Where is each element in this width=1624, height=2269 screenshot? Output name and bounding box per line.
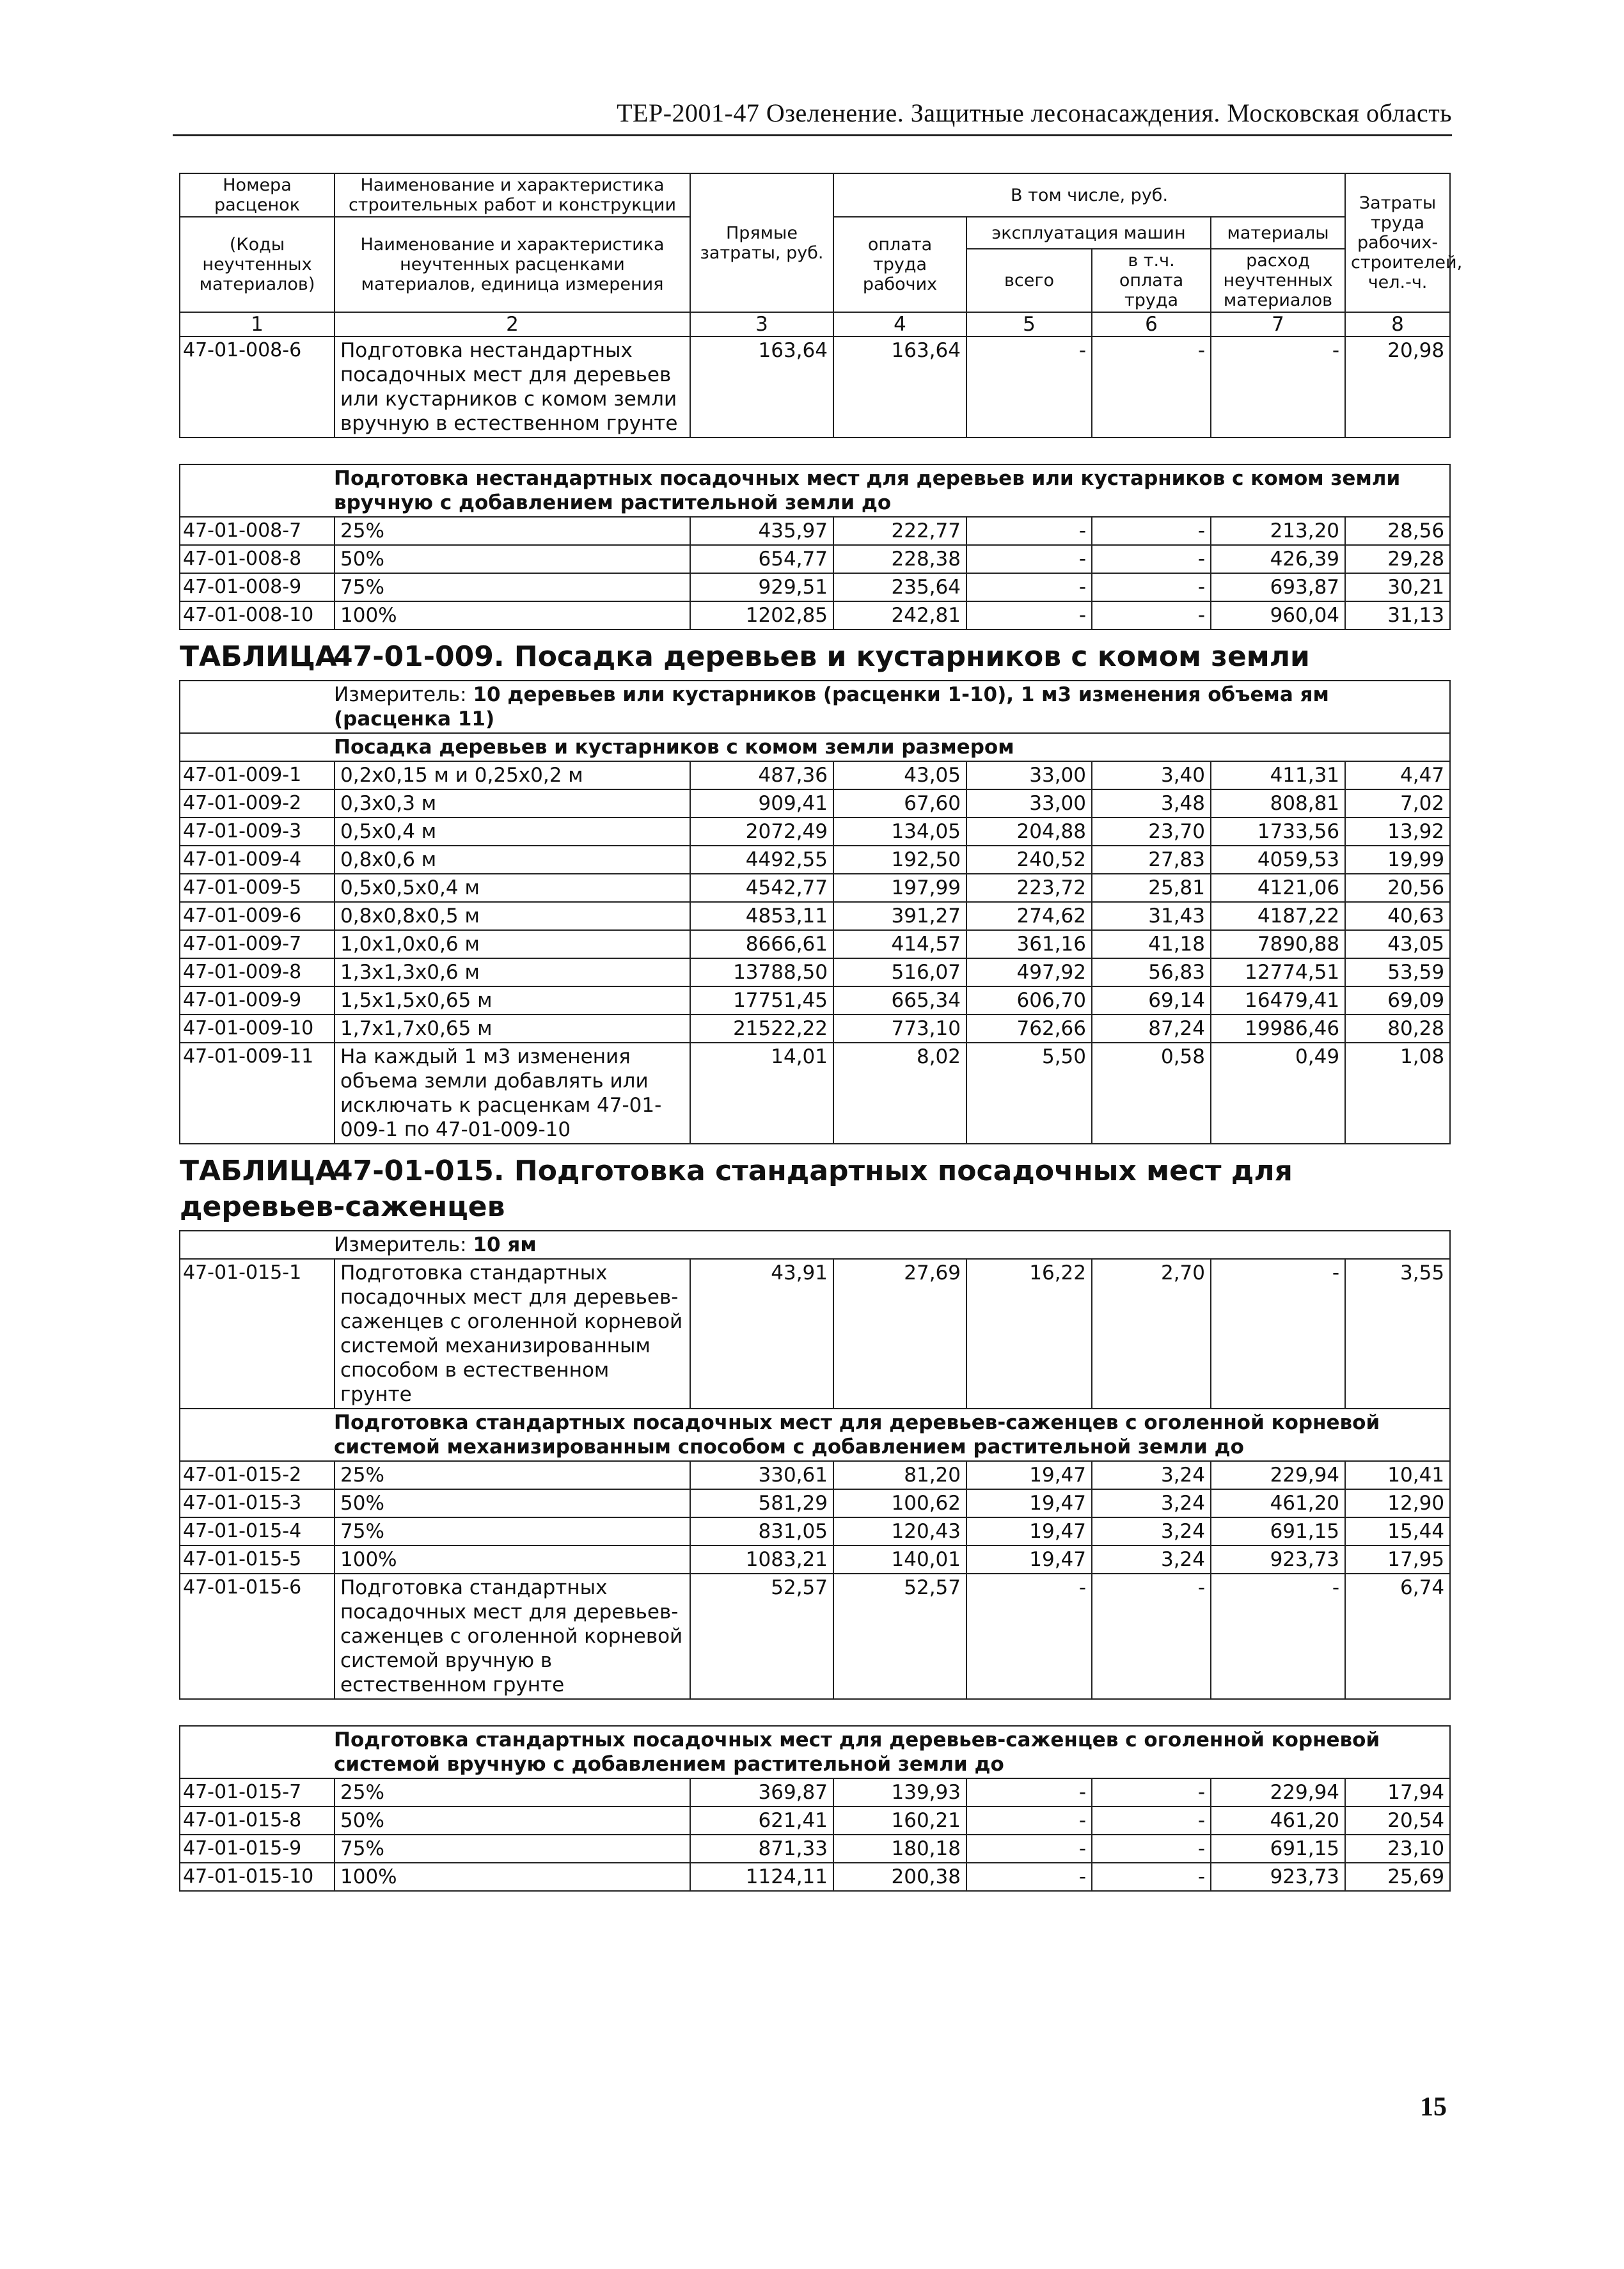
machines-cost: 16,22 [966, 1259, 1092, 1409]
work-name: 1,5х1,5х0,65 м [335, 986, 690, 1015]
table-row [180, 930, 1450, 958]
materials-cost: 16479,41 [1211, 986, 1345, 1015]
labor-cost: 13,92 [1345, 818, 1450, 846]
machines-cost: 33,00 [966, 789, 1092, 818]
table-row [180, 1778, 1450, 1807]
wages-cost: 27,69 [833, 1259, 966, 1409]
labor-cost: 17,94 [1345, 1778, 1450, 1807]
wages-cost: 160,21 [833, 1807, 966, 1835]
materials-cost: 960,04 [1211, 601, 1345, 629]
labor-cost: 29,28 [1345, 545, 1450, 573]
table-row [180, 1043, 1450, 1144]
section-heading-row [180, 1726, 1450, 1778]
measure-cell [180, 681, 1450, 733]
machines-wages: - [1092, 1778, 1211, 1807]
spacer [180, 1699, 1450, 1726]
table-row [180, 1015, 1450, 1043]
col-code-header: Номера расценок [180, 173, 335, 217]
work-name: 75% [335, 1835, 690, 1863]
rate-code: 47-01-009-6 [180, 902, 335, 930]
direct-cost: 4542,77 [690, 874, 833, 902]
machines-wages: 0,58 [1092, 1043, 1211, 1144]
direct-cost: 2072,49 [690, 818, 833, 846]
spacer [180, 438, 1450, 464]
machines-cost: 223,72 [966, 874, 1092, 902]
table-row [180, 1489, 1450, 1517]
work-name: Подготовка нестандартных посадочных мест для деревьев или кустарников с комом земли вручную в естественном грунте [335, 336, 690, 438]
section-heading-row [180, 464, 1450, 517]
direct-cost: 909,41 [690, 789, 833, 818]
work-name: 100% [335, 601, 690, 629]
labor-cost: 12,90 [1345, 1489, 1450, 1517]
direct-cost: 8666,61 [690, 930, 833, 958]
machines-cost: 204,88 [966, 818, 1092, 846]
direct-cost: 1083,21 [690, 1546, 833, 1574]
machines-wages: - [1092, 1807, 1211, 1835]
machines-cost: - [966, 1863, 1092, 1891]
direct-cost: 831,05 [690, 1517, 833, 1546]
rate-code: 47-01-015-1 [180, 1259, 335, 1409]
labor-cost: 31,13 [1345, 601, 1450, 629]
wages-cost: 67,60 [833, 789, 966, 818]
section-heading: Подготовка стандартных посадочных мест для деревьев-саженцев с оголенной корневой системой вручную с добавлением растительной земли до [180, 1726, 1450, 1778]
work-name: 0,8х0,8х0,5 м [335, 902, 690, 930]
machines-cost: - [966, 545, 1092, 573]
materials-cost: 923,73 [1211, 1546, 1345, 1574]
direct-cost: 330,61 [690, 1461, 833, 1489]
wages-cost: 180,18 [833, 1835, 966, 1863]
labor-cost: 6,74 [1345, 1574, 1450, 1699]
labor-cost: 20,98 [1345, 336, 1450, 438]
table-row [180, 789, 1450, 818]
work-name: 100% [335, 1863, 690, 1891]
rate-code: 47-01-015-5 [180, 1546, 335, 1574]
measure-value: 10 деревьев или кустарников (расценки 1-10), 1 м3 изменения объема ям (расценка 11) [334, 683, 1329, 731]
direct-cost: 929,51 [690, 573, 833, 601]
rate-code: 47-01-009-2 [180, 789, 335, 818]
table-caption: 47-01-015. Подготовка стандартных посадочных мест для деревьев-саженцев [180, 1155, 1293, 1223]
machines-cost: 240,52 [966, 846, 1092, 874]
col-name-sub-header: Наименование и характеристика неучтенных расценками материалов, единица измерения [335, 217, 690, 312]
machines-cost: 762,66 [966, 1015, 1092, 1043]
work-name: 50% [335, 545, 690, 573]
col-machines-header: эксплуатация машин [966, 217, 1211, 249]
wages-cost: 52,57 [833, 1574, 966, 1699]
materials-cost: 461,20 [1211, 1489, 1345, 1517]
col-code-sub-header: (Коды неучтенных материалов) [180, 217, 335, 312]
rate-code: 47-01-015-10 [180, 1863, 335, 1891]
machines-cost: - [966, 517, 1092, 545]
wages-cost: 163,64 [833, 336, 966, 438]
labor-cost: 3,55 [1345, 1259, 1450, 1409]
col-direct-header: Прямые затраты, руб. [690, 173, 833, 312]
table-label: ТАБЛИЦА [180, 640, 337, 673]
col-wages-header: оплата труда рабочих [833, 217, 966, 312]
materials-cost: 923,73 [1211, 1863, 1345, 1891]
machines-cost: 5,50 [966, 1043, 1092, 1144]
col-name-header: Наименование и характеристика строительных работ и конструкции [335, 173, 690, 217]
col-machines-wages-header: в т.ч. оплата труда [1092, 249, 1211, 312]
work-name: 0,2х0,15 м и 0,25х0,2 м [335, 761, 690, 789]
machines-wages: 3,24 [1092, 1461, 1211, 1489]
rate-code: 47-01-009-9 [180, 986, 335, 1015]
materials-cost: 4059,53 [1211, 846, 1345, 874]
table-label: ТАБЛИЦА [180, 1155, 337, 1187]
section-heading: Посадка деревьев и кустарников с комом земли размером [180, 733, 1450, 761]
table-row [180, 573, 1450, 601]
machines-wages: 56,83 [1092, 958, 1211, 986]
table-title-row [180, 629, 1450, 681]
work-name: 0,3х0,3 м [335, 789, 690, 818]
wages-cost: 414,57 [833, 930, 966, 958]
direct-cost: 14,01 [690, 1043, 833, 1144]
direct-cost: 581,29 [690, 1489, 833, 1517]
table-row [180, 336, 1450, 438]
rate-code: 47-01-015-4 [180, 1517, 335, 1546]
work-name: 25% [335, 517, 690, 545]
machines-cost: 19,47 [966, 1517, 1092, 1546]
wages-cost: 665,34 [833, 986, 966, 1015]
materials-cost: 411,31 [1211, 761, 1345, 789]
direct-cost: 17751,45 [690, 986, 833, 1015]
direct-cost: 435,97 [690, 517, 833, 545]
direct-cost: 13788,50 [690, 958, 833, 986]
wages-cost: 134,05 [833, 818, 966, 846]
table-row [180, 1807, 1450, 1835]
table-row [180, 1863, 1450, 1891]
materials-cost: 691,15 [1211, 1517, 1345, 1546]
machines-cost: 19,47 [966, 1489, 1092, 1517]
wages-cost: 242,81 [833, 601, 966, 629]
materials-cost: 229,94 [1211, 1461, 1345, 1489]
header-row-1 [180, 173, 1450, 217]
work-name: 0,8х0,6 м [335, 846, 690, 874]
direct-cost: 1202,85 [690, 601, 833, 629]
direct-cost: 43,91 [690, 1259, 833, 1409]
direct-cost: 4853,11 [690, 902, 833, 930]
table-row [180, 1835, 1450, 1863]
wages-cost: 235,64 [833, 573, 966, 601]
labor-cost: 7,02 [1345, 789, 1450, 818]
machines-cost: 33,00 [966, 761, 1092, 789]
labor-cost: 17,95 [1345, 1546, 1450, 1574]
table-row [180, 958, 1450, 986]
work-name: 50% [335, 1807, 690, 1835]
work-name: 0,5х0,5х0,4 м [335, 874, 690, 902]
work-name: Подготовка стандартных посадочных мест для деревьев-саженцев с оголенной корневой системой механизированным способом в естественном грунте [335, 1259, 690, 1409]
machines-cost: - [966, 1574, 1092, 1699]
work-name: 75% [335, 1517, 690, 1546]
table-row [180, 1517, 1450, 1546]
rate-code: 47-01-008-7 [180, 517, 335, 545]
measure-row [180, 681, 1450, 733]
rate-code: 47-01-015-6 [180, 1574, 335, 1699]
labor-cost: 69,09 [1345, 986, 1450, 1015]
materials-cost: 691,15 [1211, 1835, 1345, 1863]
rate-code: 47-01-008-8 [180, 545, 335, 573]
machines-wages: - [1092, 1574, 1211, 1699]
rate-code: 47-01-008-10 [180, 601, 335, 629]
labor-cost: 80,28 [1345, 1015, 1450, 1043]
labor-cost: 30,21 [1345, 573, 1450, 601]
rates-table [179, 173, 1463, 1892]
measure-value: 10 ям [473, 1233, 537, 1256]
machines-wages: 87,24 [1092, 1015, 1211, 1043]
col-index: 7 [1211, 312, 1345, 336]
rate-code: 47-01-015-3 [180, 1489, 335, 1517]
materials-cost: 808,81 [1211, 789, 1345, 818]
measure-label: Измеритель: [334, 1233, 467, 1256]
spacer-row [180, 1699, 1450, 1726]
col-index: 4 [833, 312, 966, 336]
machines-wages: 3,24 [1092, 1517, 1211, 1546]
table-row [180, 517, 1450, 545]
work-name: 1,3х1,3х0,6 м [335, 958, 690, 986]
machines-wages: 3,40 [1092, 761, 1211, 789]
labor-cost: 19,99 [1345, 846, 1450, 874]
labor-cost: 15,44 [1345, 1517, 1450, 1546]
direct-cost: 163,64 [690, 336, 833, 438]
table-title [180, 1153, 1450, 1225]
machines-wages: 25,81 [1092, 874, 1211, 902]
table-caption: 47-01-009. Посадка деревьев и кустарников с комом земли [333, 640, 1310, 673]
table-title [180, 639, 1450, 675]
machines-cost: - [966, 1835, 1092, 1863]
table-row [180, 986, 1450, 1015]
labor-cost: 4,47 [1345, 761, 1450, 789]
measure-row [180, 1231, 1450, 1259]
machines-wages: 69,14 [1092, 986, 1211, 1015]
machines-wages: 31,43 [1092, 902, 1211, 930]
machines-wages: - [1092, 545, 1211, 573]
wages-cost: 773,10 [833, 1015, 966, 1043]
wages-cost: 516,07 [833, 958, 966, 986]
rate-code: 47-01-015-8 [180, 1807, 335, 1835]
wages-cost: 391,27 [833, 902, 966, 930]
wages-cost: 100,62 [833, 1489, 966, 1517]
col-materials-sub-header: расход неучтенных материалов [1211, 249, 1345, 312]
labor-cost: 23,10 [1345, 1835, 1450, 1863]
table-row [180, 1461, 1450, 1489]
rate-code: 47-01-009-10 [180, 1015, 335, 1043]
materials-cost: 1733,56 [1211, 818, 1345, 846]
machines-cost: - [966, 573, 1092, 601]
materials-cost: 4187,22 [1211, 902, 1345, 930]
work-name: 25% [335, 1461, 690, 1489]
work-name: 1,7х1,7х0,65 м [335, 1015, 690, 1043]
materials-cost: 693,87 [1211, 573, 1345, 601]
table-row [180, 902, 1450, 930]
machines-cost: - [966, 1778, 1092, 1807]
machines-wages: 3,24 [1092, 1546, 1211, 1574]
wages-cost: 120,43 [833, 1517, 966, 1546]
materials-cost: 229,94 [1211, 1778, 1345, 1807]
direct-cost: 21522,22 [690, 1015, 833, 1043]
direct-cost: 621,41 [690, 1807, 833, 1835]
table-row [180, 1574, 1450, 1699]
direct-cost: 487,36 [690, 761, 833, 789]
machines-wages: 27,83 [1092, 846, 1211, 874]
wages-cost: 197,99 [833, 874, 966, 902]
table-row [180, 761, 1450, 789]
materials-cost: 4121,06 [1211, 874, 1345, 902]
measure-cell [180, 1231, 1450, 1259]
wages-cost: 8,02 [833, 1043, 966, 1144]
machines-wages: - [1092, 1863, 1211, 1891]
table-row [180, 545, 1450, 573]
machines-cost: - [966, 336, 1092, 438]
page-header [173, 96, 1452, 136]
col-materials-header: материалы [1211, 217, 1345, 249]
materials-cost: 461,20 [1211, 1807, 1345, 1835]
materials-cost: 426,39 [1211, 545, 1345, 573]
wages-cost: 222,77 [833, 517, 966, 545]
col-machines-total-header: всего [966, 249, 1092, 312]
rate-code: 47-01-009-7 [180, 930, 335, 958]
rate-code: 47-01-009-5 [180, 874, 335, 902]
labor-cost: 53,59 [1345, 958, 1450, 986]
table-title-row [180, 1144, 1450, 1231]
page-number: 15 [1420, 2092, 1447, 2122]
section-heading-row [180, 1409, 1450, 1461]
direct-cost: 4492,55 [690, 846, 833, 874]
work-name: 75% [335, 573, 690, 601]
direct-cost: 654,77 [690, 545, 833, 573]
labor-cost: 20,56 [1345, 874, 1450, 902]
col-index: 8 [1345, 312, 1450, 336]
machines-cost: 361,16 [966, 930, 1092, 958]
wages-cost: 228,38 [833, 545, 966, 573]
labor-cost: 10,41 [1345, 1461, 1450, 1489]
labor-cost: 28,56 [1345, 517, 1450, 545]
materials-cost: - [1211, 336, 1345, 438]
section-heading: Подготовка стандартных посадочных мест для деревьев-саженцев с оголенной корневой системой механизированным способом с добавлением растительной земли до [180, 1409, 1450, 1461]
machines-cost: - [966, 1807, 1092, 1835]
col-index: 5 [966, 312, 1092, 336]
table-row [180, 1546, 1450, 1574]
machines-cost: 274,62 [966, 902, 1092, 930]
table-row [180, 818, 1450, 846]
col-labor-header: Затраты труда рабочих-строителей, чел.-ч. [1345, 173, 1450, 312]
machines-wages: - [1092, 601, 1211, 629]
materials-cost: 12774,51 [1211, 958, 1345, 986]
labor-cost: 20,54 [1345, 1807, 1450, 1835]
machines-wages: 2,70 [1092, 1259, 1211, 1409]
column-index-row [180, 312, 1450, 336]
machines-cost: 606,70 [966, 986, 1092, 1015]
wages-cost: 81,20 [833, 1461, 966, 1489]
rate-code: 47-01-008-6 [180, 336, 335, 438]
machines-wages: - [1092, 1835, 1211, 1863]
labor-cost: 43,05 [1345, 930, 1450, 958]
machines-cost: 497,92 [966, 958, 1092, 986]
wages-cost: 192,50 [833, 846, 966, 874]
machines-wages: - [1092, 517, 1211, 545]
wages-cost: 200,38 [833, 1863, 966, 1891]
materials-cost: 19986,46 [1211, 1015, 1345, 1043]
rate-code: 47-01-009-1 [180, 761, 335, 789]
rate-code: 47-01-015-2 [180, 1461, 335, 1489]
direct-cost: 1124,11 [690, 1863, 833, 1891]
table-row [180, 601, 1450, 629]
table-title-cell [180, 629, 1450, 681]
wages-cost: 139,93 [833, 1778, 966, 1807]
work-name: 50% [335, 1489, 690, 1517]
work-name: Подготовка стандартных посадочных мест для деревьев-саженцев с оголенной корневой системой вручную в естественном грунте [335, 1574, 690, 1699]
machines-wages: - [1092, 573, 1211, 601]
work-name: 25% [335, 1778, 690, 1807]
direct-cost: 871,33 [690, 1835, 833, 1863]
machines-wages: - [1092, 336, 1211, 438]
rate-code: 47-01-009-11 [180, 1043, 335, 1144]
labor-cost: 40,63 [1345, 902, 1450, 930]
col-index: 3 [690, 312, 833, 336]
labor-cost: 1,08 [1345, 1043, 1450, 1144]
wages-cost: 43,05 [833, 761, 966, 789]
table-row [180, 874, 1450, 902]
materials-cost: - [1211, 1259, 1345, 1409]
section-heading: Подготовка нестандартных посадочных мест для деревьев или кустарников с комом земли вручную с добавлением растительной земли до [180, 464, 1450, 517]
measure-label: Измеритель: [334, 683, 467, 706]
running-title: ТЕР-2001-47 Озеленение. Защитные лесонасаждения. Московская область [617, 99, 1452, 127]
machines-wages: 23,70 [1092, 818, 1211, 846]
labor-cost: 25,69 [1345, 1863, 1450, 1891]
wages-cost: 140,01 [833, 1546, 966, 1574]
work-name: 1,0х1,0х0,6 м [335, 930, 690, 958]
machines-cost: 19,47 [966, 1546, 1092, 1574]
direct-cost: 52,57 [690, 1574, 833, 1699]
materials-cost: 0,49 [1211, 1043, 1345, 1144]
machines-wages: 3,48 [1092, 789, 1211, 818]
machines-cost: - [966, 601, 1092, 629]
spacer-row [180, 438, 1450, 464]
table-title-cell [180, 1144, 1450, 1231]
materials-cost: - [1211, 1574, 1345, 1699]
col-incl-header: В том числе, руб. [833, 173, 1345, 217]
rate-code: 47-01-009-3 [180, 818, 335, 846]
materials-cost: 213,20 [1211, 517, 1345, 545]
table-row [180, 846, 1450, 874]
machines-cost: 19,47 [966, 1461, 1092, 1489]
work-name: 100% [335, 1546, 690, 1574]
machines-wages: 3,24 [1092, 1489, 1211, 1517]
rate-code: 47-01-009-8 [180, 958, 335, 986]
rate-code: 47-01-015-9 [180, 1835, 335, 1863]
col-index: 6 [1092, 312, 1211, 336]
col-index: 1 [180, 312, 335, 336]
rate-code: 47-01-009-4 [180, 846, 335, 874]
table-row [180, 1259, 1450, 1409]
materials-cost: 7890,88 [1211, 930, 1345, 958]
col-index: 2 [335, 312, 690, 336]
rates-table-body [180, 173, 1463, 1891]
rate-code: 47-01-015-7 [180, 1778, 335, 1807]
machines-wages: 41,18 [1092, 930, 1211, 958]
rate-code: 47-01-008-9 [180, 573, 335, 601]
section-heading-row [180, 733, 1450, 761]
work-name: На каждый 1 м3 изменения объема земли добавлять или исключать к расценкам 47-01-009-1 по 47-01-009-10 [335, 1043, 690, 1144]
direct-cost: 369,87 [690, 1778, 833, 1807]
work-name: 0,5х0,4 м [335, 818, 690, 846]
